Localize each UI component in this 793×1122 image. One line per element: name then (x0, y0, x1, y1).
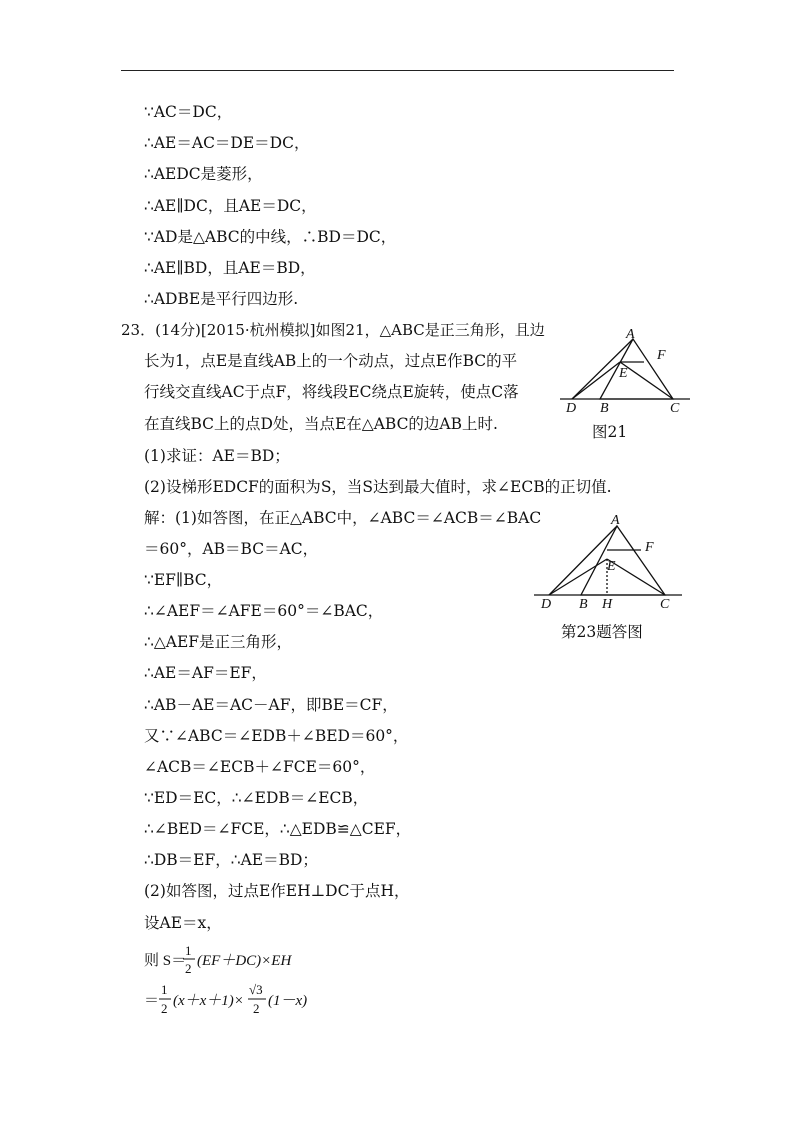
solution-line-3: ∵EF∥BC， (144, 571, 223, 589)
fig21-label-b: B (600, 401, 609, 416)
proof-line-5: ∵AD是△ABC的中线，∴BD＝DC， (144, 228, 397, 246)
proof-line-4: ∴AE∥DC，且AE＝DC， (144, 197, 317, 215)
problem-line-1: 23．(14分)[2015·杭州模拟]如图21，△ABC是正三角形，且边 (121, 321, 545, 339)
formula-expansion-prefix: ＝ (144, 993, 160, 1009)
formula-area-den: 2 (185, 961, 192, 976)
fig23-label-b: B (579, 597, 588, 612)
formula-expansion-den: 2 (161, 1001, 168, 1016)
fig23-segment-ec (607, 559, 665, 595)
fig23-label-e: E (607, 559, 616, 574)
formula-area-suffix: (EF＋DC)×EH (197, 953, 292, 969)
formula-expansion-den2: 2 (253, 1001, 260, 1016)
formula-expansion-num: 1 (161, 982, 168, 997)
fig23-label-c: C (660, 597, 670, 612)
problem-line-4: 在直线BC上的点D处，当点E在△ABC的边AB上时. (144, 415, 498, 433)
fig21-segment-ec (620, 362, 673, 399)
problem-question-1: (1)求证：AE＝BD； (144, 447, 290, 465)
fig21-label-a: A (626, 327, 635, 342)
formula-expansion (144, 980, 384, 1024)
solution-line-8: 又∵∠ABC＝∠EDB＋∠BED＝60°， (144, 727, 409, 745)
solution-line-11: ∴∠BED＝∠FCE，∴△EDB≌△CEF， (144, 820, 412, 838)
solution-line-7: ∴AB－AE＝AC－AF，即BE＝CF， (144, 696, 398, 714)
proof-line-2: ∴AE＝AC＝DE＝DC， (144, 134, 310, 152)
fig21-segment-ed (572, 362, 620, 399)
problem-question-2: (2)设梯形EDCF的面积为S，当S达到最大值时，求∠ECB的正切值. (144, 478, 612, 496)
fig21-label-d: D (566, 401, 577, 416)
solution-line-14: 设AE＝x， (144, 914, 222, 932)
fig23-segment-ed (549, 559, 607, 595)
fig23-label-d: D (541, 597, 552, 612)
solution-line-9: ∠ACB＝∠ECB＋∠FCE＝60°， (144, 758, 376, 776)
proof-line-3: ∴AEDC是菱形， (144, 165, 263, 183)
formula-expansion-suffix: (1－x) (268, 993, 308, 1009)
problem-line-3: 行线交直线AC于点F，将线段EC绕点E旋转，使点C落 (144, 383, 519, 401)
fig21-label-f: F (657, 348, 666, 363)
solution-line-1: 解：(1)如答图，在正△ABC中，∠ABC＝∠ACB＝∠BAC (144, 509, 542, 527)
formula-area-prefix: 则 S＝ (144, 953, 187, 969)
figure-23-caption: 第23题答图 (561, 623, 643, 641)
problem-line-2: 长为1，点E是直线AB上的一个动点，过点E作BC的平 (144, 352, 518, 370)
solution-line-6: ∴AE＝AF＝EF， (144, 664, 267, 682)
solution-line-12: ∴DB＝EF，∴AE＝BD； (144, 851, 318, 869)
fig23-triangle-abc (581, 526, 665, 595)
solution-line-10: ∵ED＝EC，∴∠EDB＝∠ECB， (144, 789, 369, 807)
formula-expansion-num2: √3 (249, 982, 263, 997)
figure-23 (534, 512, 684, 612)
formula-area-num: 1 (185, 943, 192, 958)
proof-line-1: ∵AC＝DC， (144, 103, 233, 121)
figure-21 (560, 326, 695, 416)
fig21-label-c: C (670, 401, 680, 416)
header-rule (121, 70, 674, 71)
fig23-label-h: H (602, 597, 613, 612)
fig23-label-a: A (611, 513, 620, 528)
solution-line-2: ＝60°，AB＝BC＝AC， (144, 540, 319, 558)
fig21-label-e: E (619, 366, 628, 381)
formula-area (144, 942, 364, 982)
solution-line-13: (2)如答图，过点E作EH⊥DC于点H， (144, 882, 410, 900)
solution-line-5: ∴△AEF是正三角形， (144, 633, 293, 651)
proof-line-6: ∴AE∥BD，且AE＝BD， (144, 259, 316, 277)
solution-line-4: ∴∠AEF＝∠AFE＝60°＝∠BAC， (144, 602, 384, 620)
figure-21-caption: 图21 (592, 423, 628, 441)
proof-line-7: ∴ADBE是平行四边形. (144, 290, 299, 308)
fig23-label-f: F (645, 540, 654, 555)
formula-expansion-mid: (x＋x＋1)× (173, 993, 244, 1009)
